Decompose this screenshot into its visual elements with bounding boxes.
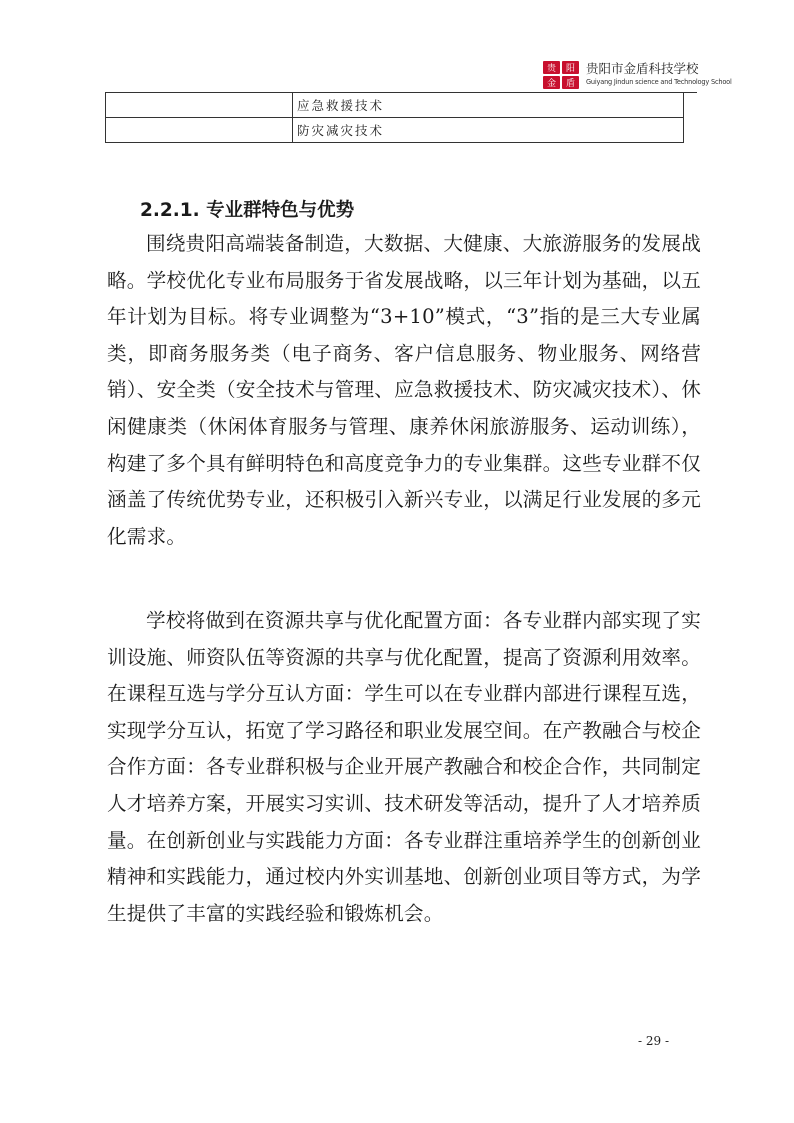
page-header xyxy=(105,58,732,92)
logo-char: 阳 xyxy=(565,64,576,74)
table-row xyxy=(106,93,684,118)
table-cell xyxy=(106,118,293,143)
logo-char: 贵 xyxy=(546,64,557,74)
school-name-cn: 贵阳市金盾科技学校 xyxy=(586,61,699,76)
table-cell xyxy=(106,93,293,118)
major-table-fragment xyxy=(105,93,684,143)
body-paragraph: 学校将做到在资源共享与优化配置方面：各专业群内部实现了实训设施、师资队伍等资源的共享与优化配置，提高了资源利用效率。在课程互选与学分互认方面：学生可以在专业群内部进行课程互选，实现学分互认，拓宽了学习路径和职业发展空间。在产教融合与校企合作方面：各专业群积极与企业开展产教融合和校企合作，共同制定人才培养方案，开展实习实训、技术研发等活动，提升了人才培养质量。在创新创业与实践能力方面：各专业群注重培养学生的创新创业精神和实践能力，通过校内外实训基地、创新创业项目等方式，为学生提供了丰富的实践经验和锻炼机会。 xyxy=(107,609,701,925)
table-row xyxy=(106,118,684,143)
table-cell: 防灾减灾技术 xyxy=(293,118,684,143)
page-number: - 29 - xyxy=(637,1034,669,1048)
section-heading: 2.2.1. 专业群特色与优势 xyxy=(140,200,355,221)
logo-char: 金 xyxy=(546,79,557,89)
school-logo xyxy=(542,60,580,90)
body-paragraph: 围绕贵阳高端装备制造，大数据、大健康、大旅游服务的发展战略。学校优化专业布局服务于省发展战略，以三年计划为基础，以五年计划为目标。将专业调整为“3+10”模式，“3”指的是三大专业属类，即商务服务类（电子商务、客户信息服务、物业服务、网络营销）、安全类（安全技术与管理、应急救援技术、防灾减灾技术）、休闲健康类（休闲体育服务与管理、康养休闲旅游服务、运动训练），构建了多个具有鲜明特色和高度竞争力的专业集群。这些专业群不仅涵盖了传统优势专业，还积极引入新兴专业，以满足行业发展的多元化需求。 xyxy=(107,232,702,548)
school-name-en: Guiyang Jindun science and Technology School xyxy=(586,78,732,86)
table-cell: 应急救援技术 xyxy=(293,93,684,118)
logo-char: 盾 xyxy=(565,79,576,89)
